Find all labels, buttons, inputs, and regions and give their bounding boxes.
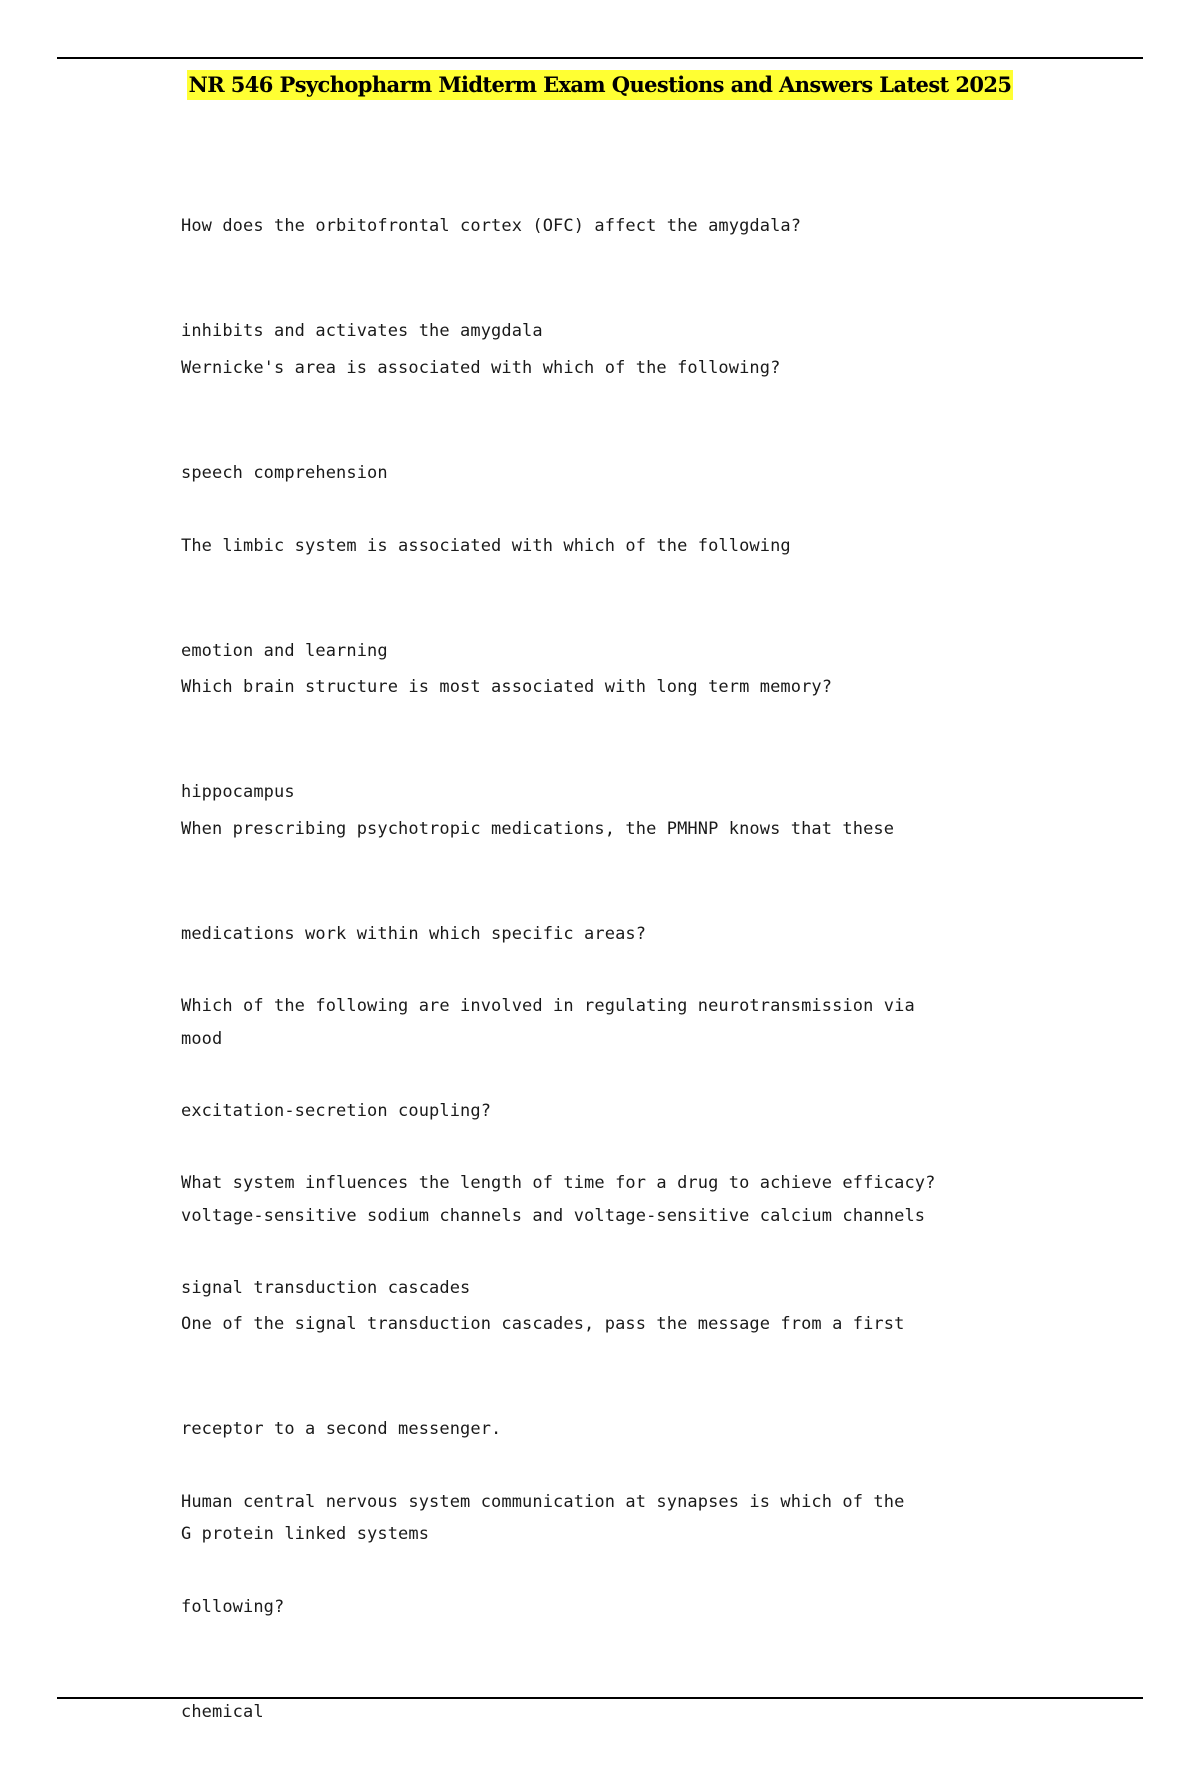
qa-item-9 bbox=[181, 1415, 1141, 1765]
question-text: Human central nervous system communication at synapses is which of the bbox=[181, 1492, 905, 1512]
title-container bbox=[0, 70, 1200, 100]
question-text: medications work within which specific areas? bbox=[181, 924, 647, 944]
answer-text: mood bbox=[181, 1029, 223, 1049]
answer-text: hippocampus bbox=[181, 782, 295, 802]
answer-text: emotion and learning bbox=[181, 641, 388, 661]
top-rule bbox=[57, 57, 1143, 59]
question-text: When prescribing psychotropic medications, the PMHNP knows that these bbox=[181, 819, 895, 839]
question-text: The limbic system is associated with which of the following bbox=[181, 536, 791, 556]
answer-text: chemical bbox=[181, 1702, 264, 1722]
answer-text: speech comprehension bbox=[181, 463, 388, 483]
question-text: How does the orbitofrontal cortex (OFC) affect the amygdala? bbox=[181, 216, 802, 236]
document-title: NR 546 Psychopharm Midterm Exam Questions and Answers Latest 2025 bbox=[187, 70, 1014, 100]
question-text: Wernicke's area is associated with which of the following? bbox=[181, 358, 781, 378]
answer-text: inhibits and activates the amygdala bbox=[181, 321, 543, 341]
question-text: following? bbox=[181, 1597, 285, 1617]
question-text: receptor to a second messenger. bbox=[181, 1419, 502, 1439]
question-text: One of the signal transduction cascades, pass the message from a first bbox=[181, 1314, 905, 1334]
answer-text: signal transduction cascades bbox=[181, 1278, 471, 1298]
question-text: Which of the following are involved in regulating neurotransmission via bbox=[181, 996, 915, 1016]
answer-text: G protein linked systems bbox=[181, 1524, 430, 1544]
answer-text: voltage-sensitive sodium channels and voltage-sensitive calcium channels bbox=[181, 1206, 926, 1226]
question-text: Which brain structure is most associated with long term memory? bbox=[181, 677, 833, 697]
question-text: excitation-secretion coupling? bbox=[181, 1101, 492, 1121]
bottom-rule bbox=[57, 1697, 1143, 1699]
question-text: What system influences the length of time for a drug to achieve efficacy? bbox=[181, 1173, 936, 1193]
